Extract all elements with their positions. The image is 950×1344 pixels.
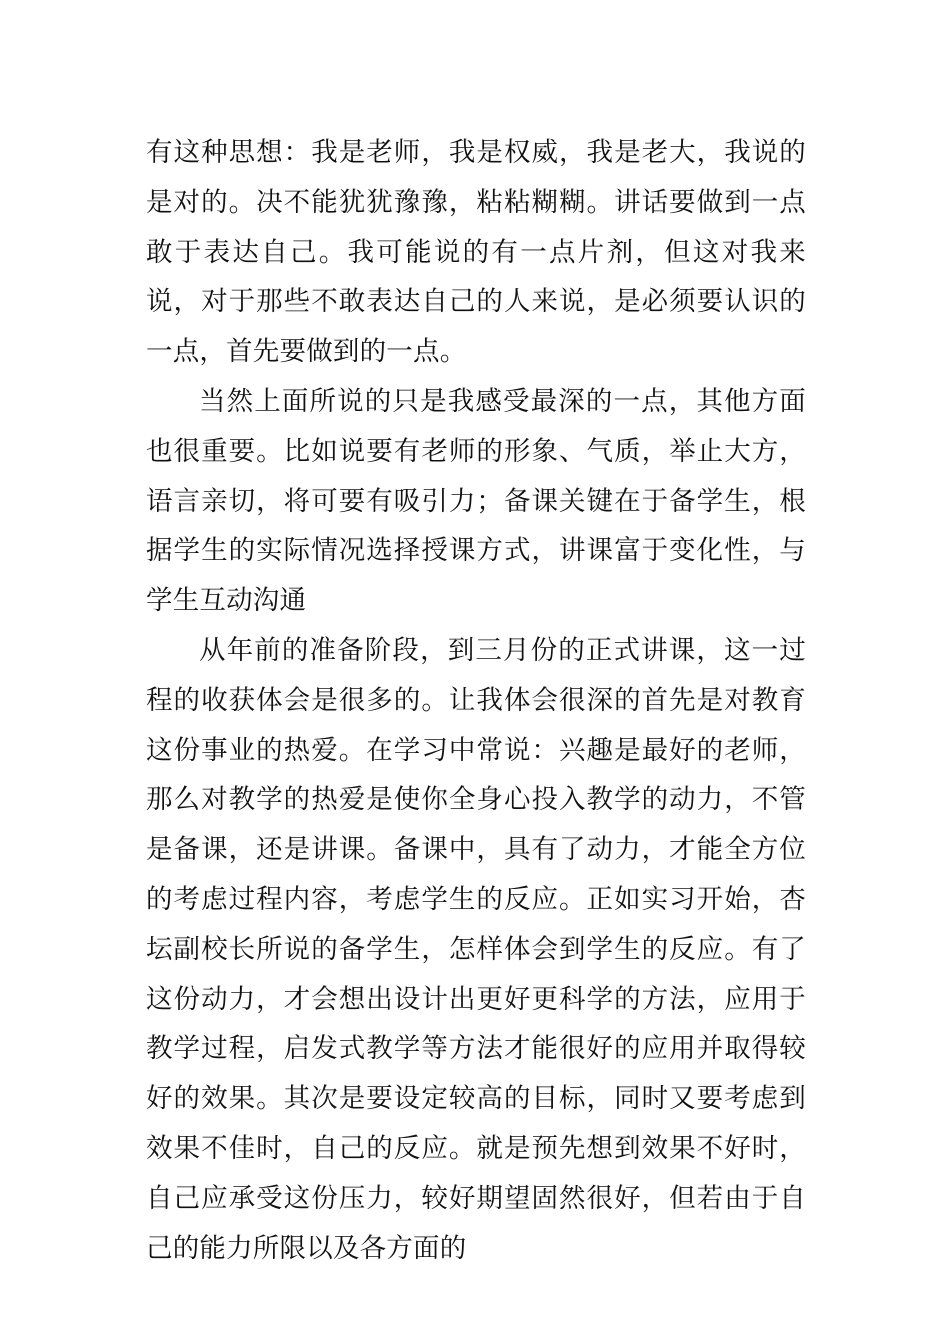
paragraph-continuation: 有这种思想：我是老师，我是权威，我是老大，我说的是对的。决不能犹犹豫豫，粘粘糊糊。讲话要做到一点敢于表达自己。我可能说的有一点片剂，但这对我来说，对于那些不敢表达自己的人来说，是必须要认识的一点，首先要做到的一点。 bbox=[146, 137, 806, 368]
paragraph-other-aspects: 当然上面所说的只是我感受最深的一点，其他方面也很重要。比如说要有老师的形象、气质，举止大方，语言亲切，将可要有吸引力；备课关键在于备学生，根据学生的实际情况选择授课方式，讲课富于变化性，与学生互动沟通 bbox=[146, 385, 806, 617]
paragraph-teaching-experience: 从年前的准备阶段，到三月份的正式讲课，这一过程的收获体会是很多的。让我体会很深的首先是对教育这份事业的热爱。在学习中常说：兴趣是最好的老师，那么对教学的热爱是使你全身心投入教学的动力，不管是备课，还是讲课。备课中，具有了动力，才能全方位的考虑过程内容，考虑学生的反应。正如实习开始，杏坛副校长所说的备学生，怎样体会到学生的反应。有了这份动力，才会想出设计出更好更科学的方法，应用于教学过程，启发式教学等方法才能很好的应用并取得较好的效果。其次是要设定较高的目标，同时又要考虑到效果不佳时，自己的反应。就是预先想到效果不好时，自己应承受这份压力，较好期望固然很好，但若由于自己的能力所限以及各方面的 bbox=[146, 634, 806, 1264]
document-page bbox=[146, 128, 806, 1273]
